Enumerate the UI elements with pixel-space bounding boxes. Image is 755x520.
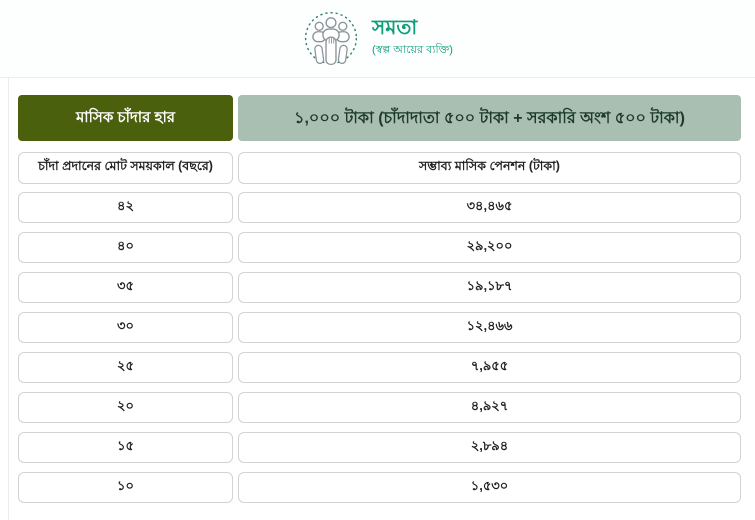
people-hands-icon (302, 9, 360, 69)
pension-cell: ১২,৪৬৬ (238, 312, 741, 343)
years-cell: ২৫ (18, 352, 233, 383)
scheme-name: সমতা (372, 17, 418, 39)
pension-cell: ২৯,২০০ (238, 232, 741, 263)
table-row (18, 232, 750, 263)
years-cell: ১৫ (18, 432, 233, 463)
pension-cell: ৪,৯২৭ (238, 392, 741, 423)
years-cell: ৪০ (18, 232, 233, 263)
rate-header-row (18, 95, 750, 141)
table-row (18, 432, 750, 463)
column-header-pension: সম্ভাব্য মাসিক পেনশন (টাকা) (238, 152, 741, 184)
table-row (18, 312, 750, 343)
years-cell: ২০ (18, 392, 233, 423)
pension-cell: ২,৮৯৪ (238, 432, 741, 463)
years-cell: ৪২ (18, 192, 233, 223)
table-row (18, 272, 750, 303)
scheme-subtitle: (স্বল্প আয়ের ব্যক্তি) (372, 44, 453, 56)
years-cell: ৩৫ (18, 272, 233, 303)
table-row (18, 392, 750, 423)
table-row (18, 352, 750, 383)
page-header (0, 0, 755, 78)
column-header-row (18, 152, 750, 184)
pension-cell: ৭,৯৫৫ (238, 352, 741, 383)
column-header-duration: চাঁদা প্রদানের মোট সময়কাল (বছরে) (18, 152, 233, 184)
rate-value: ১,০০০ টাকা (চাঁদাদাতা ৫০০ টাকা + সরকারি অংশ ৫০০ টাকা) (238, 95, 741, 141)
pension-cell: ১,৫৩০ (238, 472, 741, 503)
table-row (18, 472, 750, 503)
scheme-tab-samata[interactable] (302, 9, 453, 69)
pension-cell: ৩৪,৪৬৫ (238, 192, 741, 223)
years-cell: ৩০ (18, 312, 233, 343)
years-cell: ১০ (18, 472, 233, 503)
pension-cell: ১৯,১৮৭ (238, 272, 741, 303)
rate-label: মাসিক চাঁদার হার (18, 95, 233, 141)
table-row (18, 192, 750, 223)
pension-table-card (8, 78, 755, 520)
